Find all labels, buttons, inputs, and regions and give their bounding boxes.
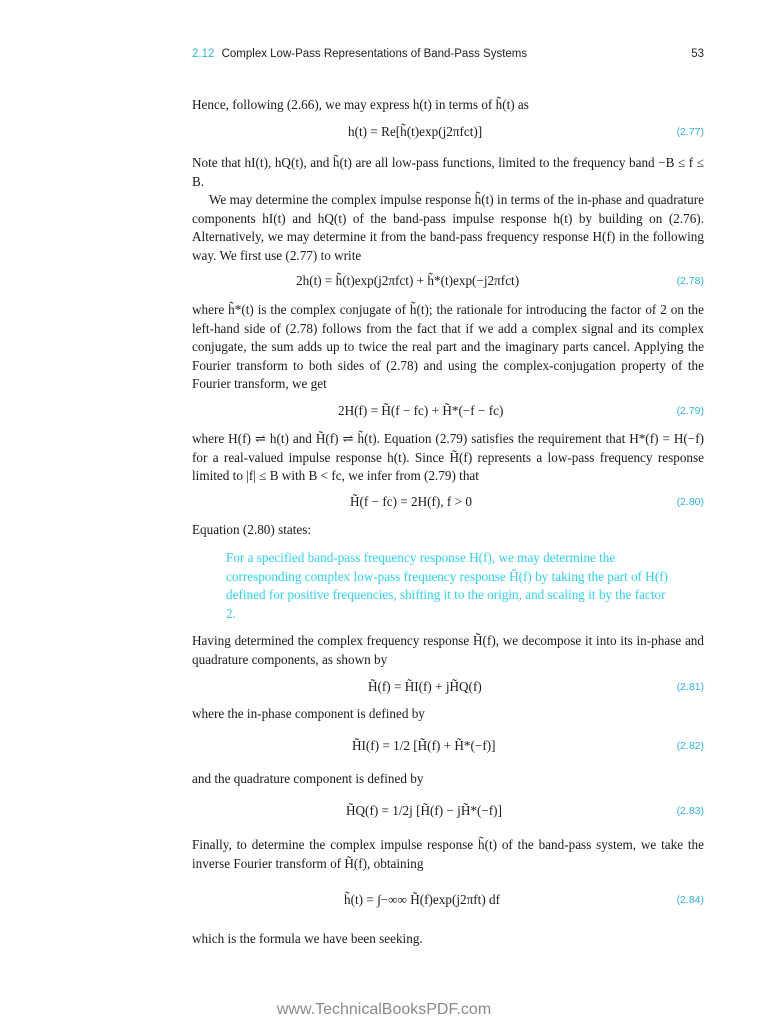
equation-2-83 <box>192 803 704 825</box>
paragraph-8: where the in-phase component is defined by <box>192 706 425 721</box>
equation-body: 2h(t) = h̃(t)exp(j2πfct) + h̃*(t)exp(−j2πfct) <box>296 273 520 288</box>
equation-body: H̃I(f) = 1/2 [H̃(f) + H̃*(−f)] <box>352 738 496 753</box>
highlighted-statement: For a specified band-pass frequency response H(f), we may determine the corresponding complex low-pass frequency response H̃(f) by taking the part of H(f) defined for positive frequencies, shifting it to the origin, and scaling it by the factor 2. <box>226 550 669 621</box>
page-number: 53 <box>691 48 704 60</box>
equation-number: (2.83) <box>676 805 704 817</box>
paragraph-7: Having determined the complex frequency response H̃(f), we decompose it into its in-phase and quadrature components, as shown by <box>192 633 704 667</box>
paragraph-11: which is the formula we have been seeking. <box>192 931 423 946</box>
running-title: Complex Low-Pass Representations of Band-Pass Systems <box>221 48 528 60</box>
paragraph-3: We may determine the complex impulse response h̃(t) in terms of the in-phase and quadrature components hI(t) and hQ(t) of the band-pass impulse response h(t) by building on (2.76). Alternatively, we may determine it from the band-pass frequency response H(f) in the following way. We first use (2.77) to write <box>192 192 704 263</box>
paragraph-6: Equation (2.80) states: <box>192 522 312 537</box>
paragraph-1: Hence, following (2.66), we may express h(t) in terms of h̃(t) as <box>192 97 529 112</box>
equation-number: (2.81) <box>676 681 704 693</box>
equation-number: (2.82) <box>676 740 704 752</box>
equation-number: (2.79) <box>676 405 704 417</box>
running-header <box>192 48 704 64</box>
equation-2-77 <box>192 124 704 146</box>
equation-number: (2.84) <box>676 894 704 906</box>
paragraph-5: where H(f) ⇌ h(t) and H̃(f) ⇌ h̃(t). Equation (2.79) satisfies the requirement that H*(f) = H(−f) for a real-valued impulse response h(t). Since H̃(f) represents a low-pass frequency response limited to |f| ≤ B with B < fc, we infer from (2.79) that <box>192 431 704 483</box>
equation-body: h̃(t) = ∫−∞∞ H̃(f)exp(j2πft) df <box>344 892 500 907</box>
equation-body: H̃(f) = H̃I(f) + jH̃Q(f) <box>368 679 482 694</box>
equation-body: H̃Q(f) = 1/2j [H̃(f) − jH̃*(−f)] <box>346 803 502 818</box>
paragraph-4: where h̃*(t) is the complex conjugate of h̃(t); the rationale for introducing the factor of 2 on the left-hand side of (2.78) follows from the fact that if we add a complex signal and its complex conjugate, the sum adds up to twice the real part and the imaginary parts cancel. Applying the Fourier transform to both sides of (2.78) and using the complex-conjugation property of the Fourier transform, we get <box>192 302 704 391</box>
equation-number: (2.78) <box>676 275 704 287</box>
equation-body: H̃(f − fc) = 2H(f), f > 0 <box>350 494 472 509</box>
equation-body: 2H(f) = H̃(f − fc) + H̃*(−f − fc) <box>338 403 504 418</box>
equation-number: (2.80) <box>676 496 704 508</box>
equation-2-82 <box>192 738 704 760</box>
equation-2-81 <box>192 679 704 701</box>
equation-number: (2.77) <box>676 126 704 138</box>
equation-2-84 <box>192 892 704 914</box>
equation-body: h(t) = Re[h̃(t)exp(j2πfct)] <box>348 124 483 139</box>
section-number: 2.12 <box>192 48 215 60</box>
paragraph-10: Finally, to determine the complex impulse response h̃(t) of the band-pass system, we take the inverse Fourier transform of H̃(f), obtaining <box>192 837 704 871</box>
watermark-footer: www.TechnicalBooksPDF.com <box>276 1001 492 1018</box>
equation-2-79 <box>192 403 704 425</box>
equation-2-80 <box>192 494 704 516</box>
paragraph-9: and the quadrature component is defined by <box>192 771 424 786</box>
equation-2-78 <box>192 273 704 295</box>
paragraph-2: Note that hI(t), hQ(t), and h̃(t) are all low-pass functions, limited to the frequency band −B ≤ f ≤ B. <box>192 155 704 189</box>
